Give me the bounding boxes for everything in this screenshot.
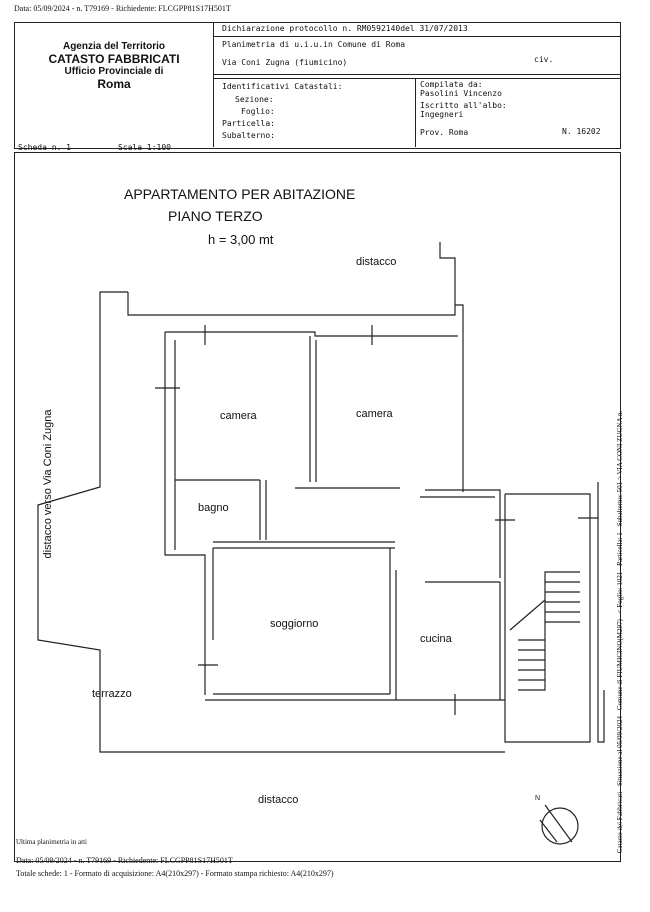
particella-label: Particella: [222,119,275,128]
stair-core-outline [505,494,590,742]
agency-catasto: CATASTO FABBRICATI [48,52,180,66]
civ-text: civ. [534,55,554,64]
footer-data-line: Data: 05/09/2024 - n. T79169 - Richiedente: FLCGPP81S17H501T [16,856,233,865]
compilatore-name: Pasolini Vincenzo [420,89,502,98]
sezione-label: Sezione: [235,95,274,104]
building-right-outline [455,305,463,492]
numero-albo: N. 16202 [562,127,601,136]
subalterno-label: Subalterno: [222,131,275,140]
right-edge-wall [598,482,604,742]
plan-title: APPARTAMENTO PER ABITAZIONE [124,186,356,202]
north-arrow-line [545,805,572,842]
terrace-left-edge [38,292,505,752]
compilata-label: Compilata da: [420,80,483,89]
right-margin-text: Catasto dei Fabbricati - Situazione al 05/09/2024 - Comune di FIUMICINO(M297) - < Foglio: 1021 - Particella: 1 - Subalterno: 501 > VIA CONI ZUGNA n. [616,410,624,854]
prov-value: Prov. Roma [420,128,469,137]
ultima-planimetria: Ultima planimetria in atti [16,838,87,846]
agency-name: Agenzia del Territorio [62,41,166,52]
scale-label: Scala 1:100 [118,143,171,152]
albo-value: Ingegneri [420,110,464,119]
stair-steps [518,572,580,690]
room-camera-2: camera [356,408,393,420]
plan-floor: PIANO TERZO [168,208,263,224]
plan-height: h = 3,00 mt [208,232,274,247]
room-terrazzo: terrazzo [92,688,132,700]
agency-ufficio: Ufficio Provinciale di [64,66,164,77]
terrace-outline [128,242,455,315]
room-cucina: cucina [420,633,452,645]
room-bagno: bagno [198,502,229,514]
foglio-label: Foglio: [241,107,275,116]
scheda-number: Scheda n. 1 [18,143,71,152]
room-camera-1: camera [220,410,257,422]
apt-wall-top [165,332,458,336]
wall-kitchen-corridor [425,490,500,578]
iscritto-label: Iscritto all'albo: [420,101,507,110]
distacco-bottom-label: distacco [258,794,299,806]
agency-city: Roma [97,77,131,91]
top-request-line: Data: 05/09/2024 - n. T79169 - Richiedente: FLCGPP81S17H501T [14,4,231,13]
room-soggiorno: soggiorno [270,618,319,630]
north-arrow-label: N [535,795,541,802]
distacco-top-label: distacco [356,256,397,268]
dichiarazione-text: Dichiarazione protocollo n. RM0592140del 31/07/2013 [222,24,468,33]
identificativi-label: Identificativi Catastali: [222,82,343,91]
address-text: Via Coni Zugna (fiumicino) [222,58,348,67]
stair-diagonal [510,600,545,630]
planimetria-text: Planimetria di u.i.u.in Comune di Roma [222,40,406,49]
distacco-side-label: distacco verso Via Coni Zugna [42,409,54,559]
footer-totale-line: Totale schede: 1 - Formato di acquisizione: A4(210x297) - Formato stampa richiesto: A4(210x297) [16,869,334,878]
